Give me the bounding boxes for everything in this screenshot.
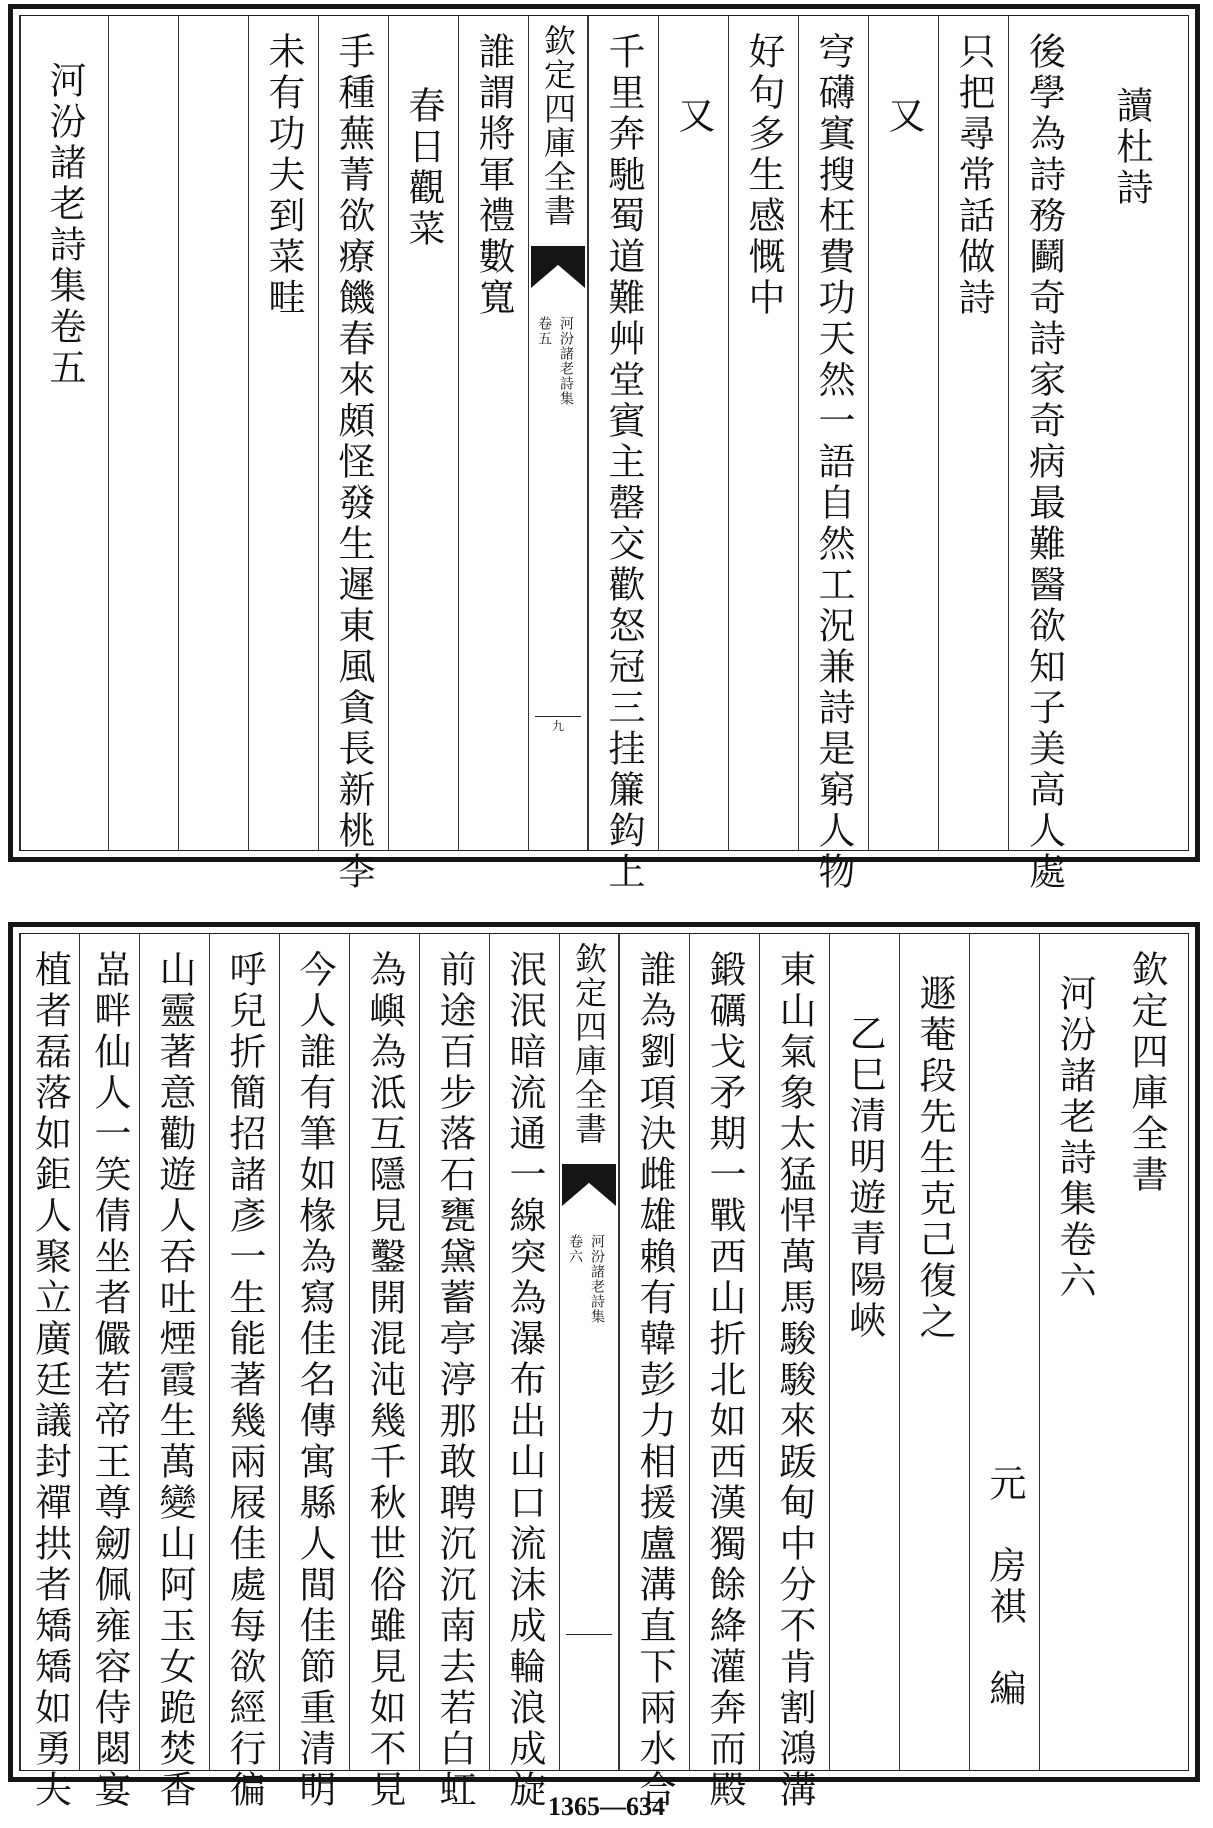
bottom-column-2 bbox=[1039, 934, 1109, 1770]
top-verse-line: 後學為詩務鬬奇詩家奇病最難醫欲知子美高人處 bbox=[1022, 32, 1066, 893]
bottom-compiler: 元 房祺 編 bbox=[983, 1464, 1026, 1710]
bottom-column-14 bbox=[139, 934, 209, 1811]
bottom-column-1 bbox=[1109, 934, 1184, 1770]
top-column-6 bbox=[728, 16, 798, 850]
bottom-verse-line: 泯泯暗流通一線突為瀑布出山口流沫成輪浪成旋 bbox=[503, 950, 546, 1811]
bottom-verse-line: 嵓畔仙人一笑倩坐者儼若帝王尊劒佩雍容侍閟宴 bbox=[88, 950, 131, 1811]
top-verse-line: 穹礴窴搜枉費功天然一語自然工況兼詩是窮人物 bbox=[812, 32, 855, 893]
bottom-poem-title: 乙巳清明遊青陽峽 bbox=[843, 1014, 886, 1342]
top-fold-volume: 卷五 bbox=[536, 316, 552, 346]
bottom-fold-title: 河汾諸老詩集 bbox=[589, 1234, 605, 1324]
bottom-column-16 bbox=[20, 934, 79, 1811]
bottom-column-7 bbox=[689, 934, 759, 1811]
bottom-column-11 bbox=[349, 934, 419, 1811]
top-column-15 bbox=[20, 16, 108, 850]
top-column-9 bbox=[458, 16, 528, 850]
bottom-verse-line: 誰為劉項決雌雄賴有韓彭力相援盧溝直下兩水合 bbox=[633, 950, 676, 1811]
top-column-10 bbox=[388, 16, 458, 850]
top-verse-line: 誰謂將軍禮數寬 bbox=[472, 32, 515, 319]
fishtail-mark bbox=[562, 1164, 616, 1206]
top-fold-header: 欽定四庫全書 bbox=[539, 24, 577, 228]
bottom-fold-strip bbox=[559, 934, 619, 1770]
bottom-verse-line: 山靈著意勸遊人吞吐煙霞生萬變山阿玉女跪焚香 bbox=[153, 950, 196, 1811]
top-column-7 bbox=[658, 16, 728, 850]
bottom-verse-line: 東山氣象太猛悍萬馬駿駿來䟦甸中分不肯割鴻溝 bbox=[773, 950, 816, 1811]
bottom-column-4 bbox=[899, 934, 969, 1770]
bottom-fold-volume: 卷六 bbox=[567, 1234, 583, 1264]
bottom-column-6 bbox=[759, 934, 829, 1811]
top-column-12 bbox=[248, 16, 318, 850]
top-fold-strip bbox=[528, 16, 588, 850]
bottom-verse-line: 今人誰有筆如椽為寫佳名傳寓縣人間佳節重清明 bbox=[293, 950, 336, 1811]
top-page bbox=[8, 4, 1200, 893]
bottom-verse-line: 前途百步落石甕黛蓄亭渟那敢聘沉沉南去若白虹 bbox=[433, 950, 476, 1811]
bottom-verse-line: 鍛礪戈矛期一戰西山折北如西漢獨餘絳灌奔而殿 bbox=[703, 950, 746, 1811]
bottom-author: 遯菴段先生克己復之 bbox=[913, 974, 956, 1343]
top-poem-title: 又 bbox=[672, 96, 715, 137]
fishtail-mark bbox=[531, 246, 585, 288]
bottom-column-5 bbox=[829, 934, 899, 1770]
top-verse-line: 千里奔馳蜀道難艸堂賓主罄交歡怒冠三挂簾鈎上 bbox=[602, 32, 645, 893]
bottom-column-8 bbox=[619, 934, 689, 1811]
top-column-13 bbox=[178, 16, 248, 850]
top-poem-title: 春日觀菜 bbox=[402, 86, 445, 250]
bottom-column-13 bbox=[209, 934, 279, 1811]
top-column-4 bbox=[868, 16, 938, 850]
bottom-column-3 bbox=[969, 934, 1039, 1770]
top-page-frame bbox=[19, 15, 1189, 893]
top-fold-page-number: 九 bbox=[535, 716, 581, 734]
top-poem-title: 讀杜詩 bbox=[1110, 86, 1153, 209]
top-column-5 bbox=[798, 16, 868, 893]
bottom-fold-divider bbox=[566, 1634, 612, 1635]
bottom-column-12 bbox=[279, 934, 349, 1811]
top-verse-line: 未有功夫到菜畦 bbox=[262, 32, 305, 319]
top-poem-title: 又 bbox=[882, 96, 925, 137]
bottom-fold-header: 欽定四庫全書 bbox=[570, 942, 608, 1146]
top-verse-line: 手種蕪菁欲療饑春來頗怪發生遲東風貪長新桃李 bbox=[332, 32, 375, 893]
bottom-verse-line: 植者磊落如鉅人聚立廣廷議封禪拱者矯矯如勇夫 bbox=[28, 950, 72, 1811]
top-column-11 bbox=[318, 16, 388, 893]
bottom-column-9 bbox=[489, 934, 559, 1811]
page-footer-number: 1365—634 bbox=[548, 1792, 665, 1821]
bottom-column-10 bbox=[419, 934, 489, 1811]
top-verse-line: 只把尋常話做詩 bbox=[952, 32, 995, 319]
top-verse-line: 好句多生感慨中 bbox=[742, 32, 785, 319]
bottom-book-title: 河汾諸老詩集卷六 bbox=[1053, 974, 1096, 1302]
bottom-verse-line: 呼兒折簡招諸彥一生能著幾兩屐佳處每欲經行徧 bbox=[223, 950, 266, 1811]
bottom-header: 欽定四庫全書 bbox=[1125, 950, 1168, 1196]
top-column-3 bbox=[938, 16, 1008, 850]
top-column-2 bbox=[1008, 16, 1079, 893]
bottom-column-15 bbox=[79, 934, 139, 1811]
top-column-8 bbox=[588, 16, 658, 893]
top-column-14 bbox=[108, 16, 178, 850]
top-fold-title: 河汾諸老詩集 bbox=[558, 316, 574, 406]
bottom-verse-line: 為嶼為泜互隱見鑿開混沌幾千秋世俗雖見如不見 bbox=[363, 950, 406, 1811]
top-column-1 bbox=[1079, 16, 1184, 850]
top-volume-end: 河汾諸老詩集卷五 bbox=[43, 61, 86, 389]
